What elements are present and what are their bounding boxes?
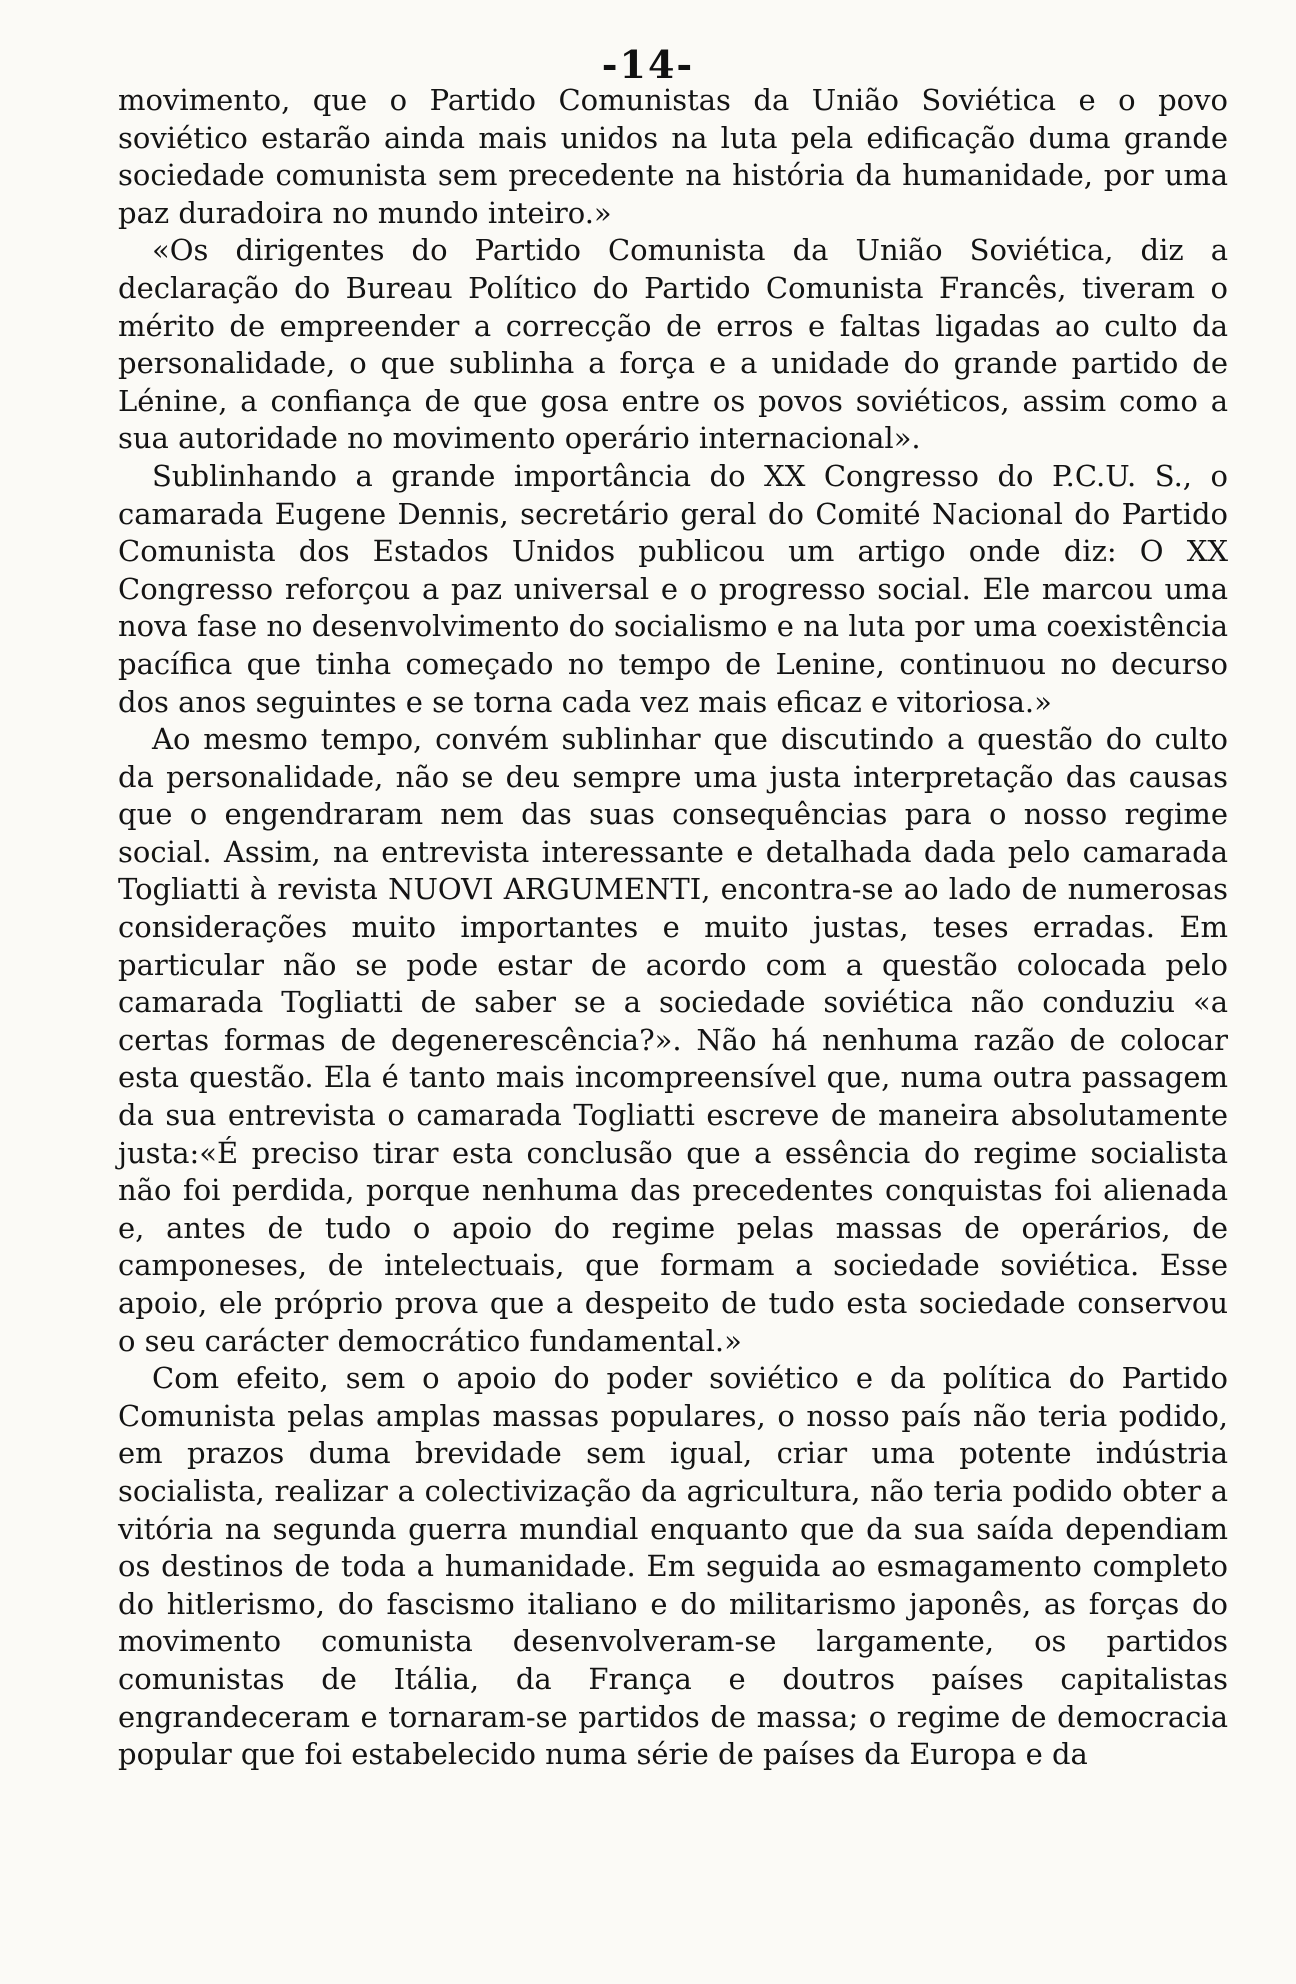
paragraph-3: Sublinhando a grande importância do XX Congresso do P.C.U. S., o camarada Eugene Dennis, secretário geral do Comité Nacional do Partido Comunista dos Estados Unidos publicou um artigo onde diz: O XX Congresso reforçou a paz universal e o progresso social. Ele marcou uma nova fase no desenvolvimento do socialismo e na luta por uma coexistência pacífica que tinha começado no tempo de Lenine, continuou no decurso dos anos seguintes e se torna cada vez mais eficaz e vitoriosa.» (118, 458, 1228, 719)
body-text (118, 82, 1228, 1774)
paragraph-4: Ao mesmo tempo, convém sublinhar que discutindo a questão do culto da personalidade, não se deu sempre uma justa interpretação das causas que o engendraram nem das suas consequências para o nosso regime social. Assim, na entrevista interessante e detalhada dada pelo camarada Togliatti à revista NUOVI ARGUMENTI, encontra-se ao lado de numerosas considerações muito importantes e muito justas, teses erradas. Em particular não se pode estar de acordo com a questão colocada pelo camarada Togliatti de saber se a sociedade soviética não conduziu «a certas formas de degenerescência?». Não há nenhuma razão de colocar esta questão. Ela é tanto mais incompreensível que, numa outra passagem da sua entrevista o camarada Togliatti escreve de maneira absolutamente justa:«É preciso tirar esta conclusão que a essência do regime socialista não foi perdida, porque nenhuma das precedentes conquistas foi alienada e, antes de tudo o apoio do regime pelas massas de operários, de camponeses, de intelectuais, que formam a sociedade soviética. Esse apoio, ele próprio prova que a despeito de tudo esta sociedade conservou o seu carácter democrático fundamental.» (118, 722, 1228, 1358)
paragraph-5: Com efeito, sem o apoio do poder soviético e da política do Partido Comunista pelas amplas massas populares, o nosso país não teria podido, em prazos duma brevidade sem igual, criar uma potente indústria socialista, realizar a colectivização da agricultura, não teria podido obter a vitória na segunda guerra mundial enquanto que da sua saída dependiam os destinos de toda a humanidade. Em seguida ao esmagamento completo do hitlerismo, do fascismo italiano e do militarismo japonês, as forças do movimento comunista desenvolveram-se largamente, os partidos comunistas de Itália, da França e doutros países capitalistas engrandeceram e tornaram-se partidos de massa; o regime de democracia popular que foi estabelecido numa série de países da Europa e da (118, 1361, 1228, 1772)
page-number: -14- (601, 42, 695, 87)
paragraph-1: movimento, que o Partido Comunistas da União Soviética e o povo soviético estarão ainda mais unidos na luta pela edificação duma grande sociedade comunista sem precedente na história da humanidade, por uma paz duradoira no mundo inteiro.» (118, 83, 1228, 230)
paragraph-2: «Os dirigentes do Partido Comunista da União Soviética, diz a declaração do Bureau Político do Partido Comunista Francês, tiveram o mérito de empreender a correcção de erros e faltas ligadas ao culto da personalidade, o que sublinha a força e a unidade do grande partido de Lénine, a confiança de que gosa entre os povos soviéticos, assim como a sua autoridade no movimento operário internacional». (118, 233, 1228, 456)
